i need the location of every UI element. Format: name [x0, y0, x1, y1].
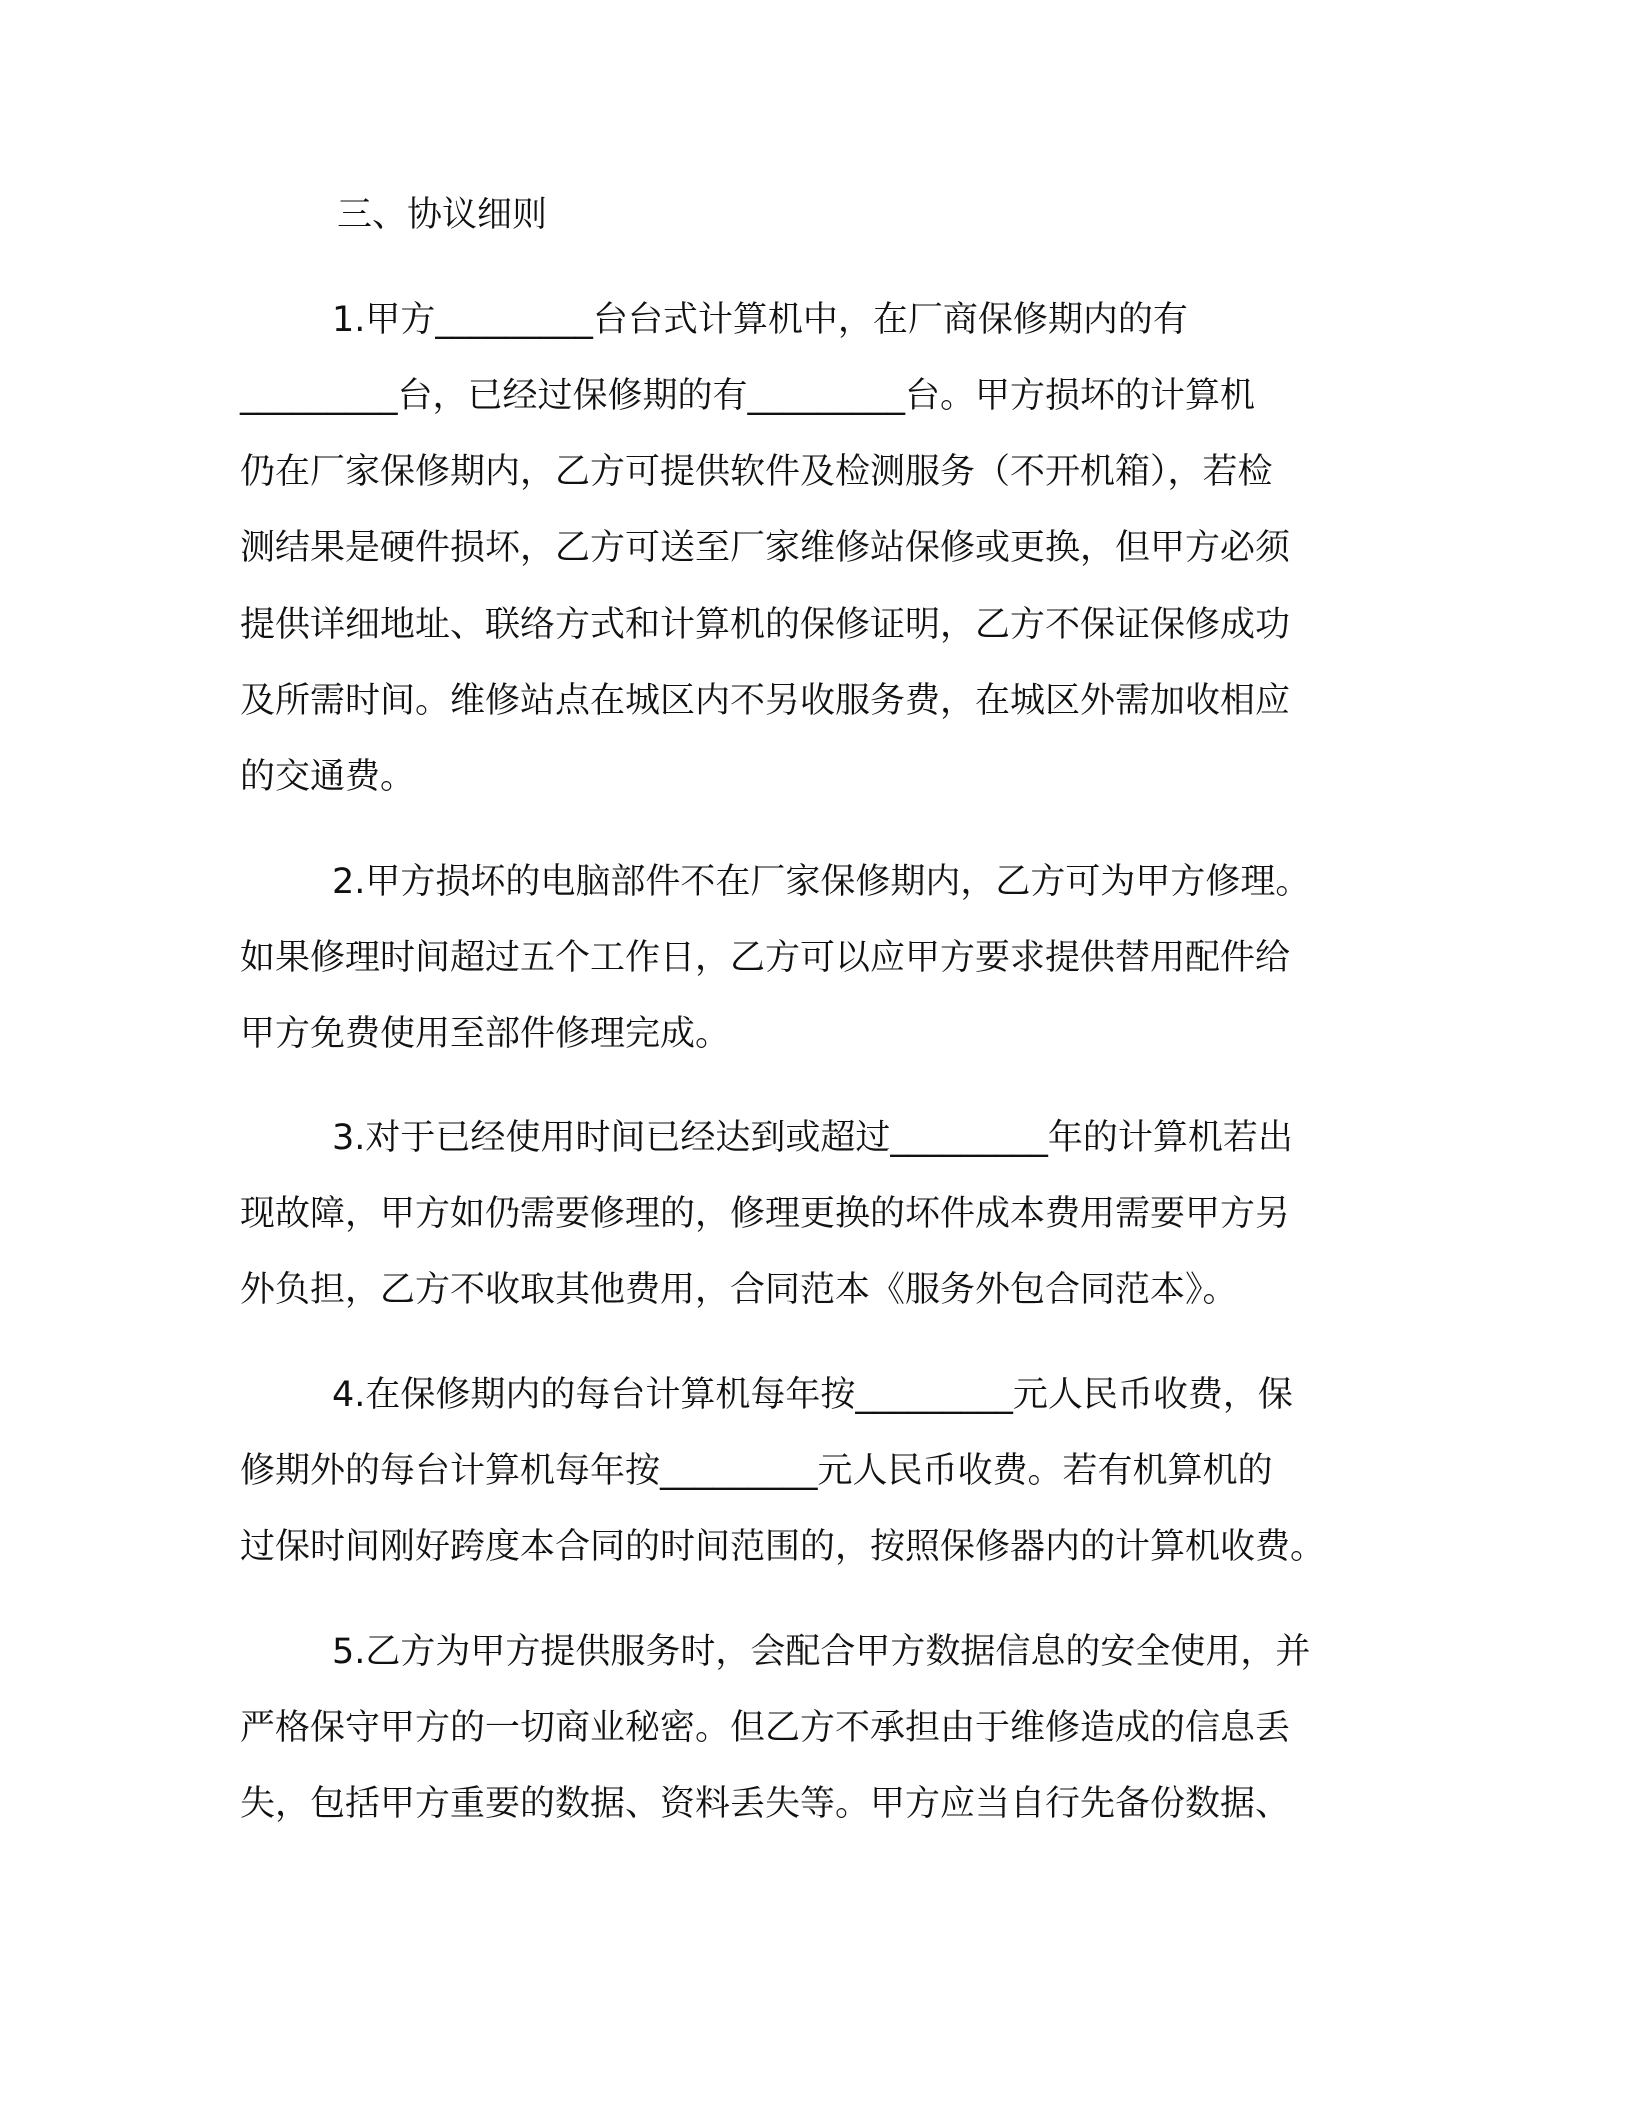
paragraph-3-line-3: 外负担，乙方不收取其他费用，合同范本《服务外包合同范本》。	[240, 1270, 1238, 1310]
paragraph-5-line-3: 失，包括甲方重要的数据、资料丢失等。甲方应当自行先备份数据、	[240, 1784, 1291, 1824]
paragraph-1-line-7: 的交通费。	[240, 757, 416, 797]
paragraph-1-line-2: _________台，已经过保修期的有_________台。甲方损坏的计算机	[240, 376, 1256, 416]
paragraph-2-line-3: 甲方免费使用至部件修理完成。	[240, 1014, 731, 1054]
paragraph-4-line-3: 过保时间刚好跨度本合同的时间范围的，按照保修器内的计算机收费。	[240, 1527, 1326, 1567]
paragraph-1-line-6: 及所需时间。维修站点在城区内不另收服务费，在城区外需加收相应	[240, 681, 1291, 721]
paragraph-3-line-2: 现故障，甲方如仍需要修理的，修理更换的坏件成本费用需要甲方另	[240, 1194, 1291, 1234]
paragraph-2-line-1: 2.甲方损坏的电脑部件不在厂家保修期内，乙方可为甲方修理。	[332, 862, 1311, 902]
paragraph-5-line-1: 5.乙方为甲方提供服务时，会配合甲方数据信息的安全使用，并	[332, 1632, 1311, 1672]
section-heading: 三、协议细则	[337, 195, 548, 235]
paragraph-4-line-2: 修期外的每台计算机每年按_________元人民币收费。若有机算机的	[240, 1451, 1273, 1491]
paragraph-2-line-2: 如果修理时间超过五个工作日，乙方可以应甲方要求提供替用配件给	[240, 938, 1291, 978]
paragraph-4-line-1: 4.在保修期内的每台计算机每年按_________元人民币收费，保	[332, 1375, 1293, 1415]
document-page	[240, 0, 1380, 2112]
paragraph-1-line-3: 仍在厂家保修期内，乙方可提供软件及检测服务（不开机箱），若检	[240, 452, 1273, 492]
paragraph-1-line-1: 1.甲方_________台台式计算机中，在厂商保修期内的有	[332, 300, 1188, 340]
paragraph-5-line-2: 严格保守甲方的一切商业秘密。但乙方不承担由于维修造成的信息丢	[240, 1708, 1291, 1748]
paragraph-1-line-5: 提供详细地址、联络方式和计算机的保修证明，乙方不保证保修成功	[240, 605, 1291, 645]
paragraph-3-line-1: 3.对于已经使用时间已经达到或超过_________年的计算机若出	[332, 1118, 1293, 1158]
paragraph-1-line-4: 测结果是硬件损坏，乙方可送至厂家维修站保修或更换，但甲方必须	[240, 528, 1291, 568]
